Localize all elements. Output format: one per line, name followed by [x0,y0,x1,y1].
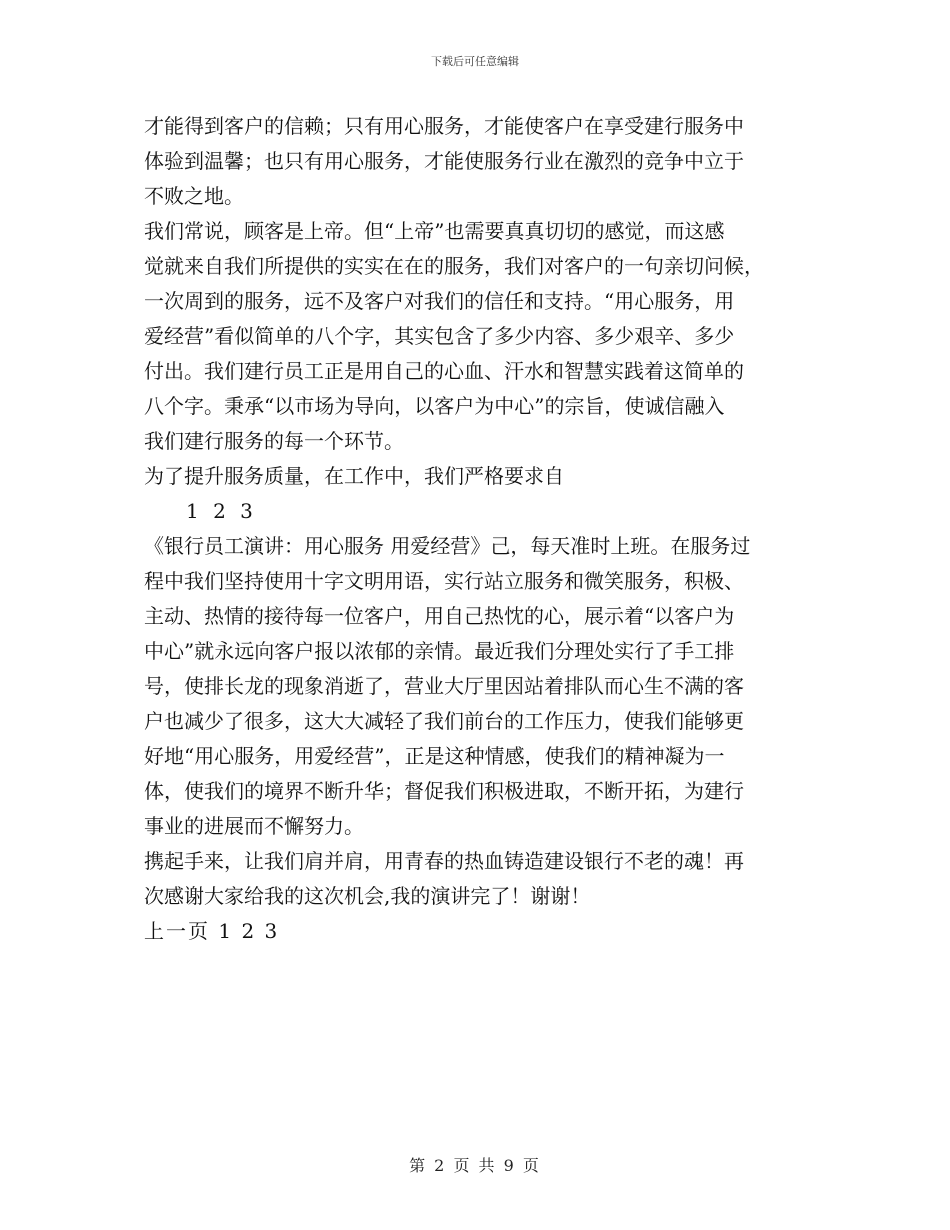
page-number-footer: 第 2 页 共 9 页 [409,1156,541,1175]
body-line: 才能得到客户的信赖；只有用心服务，才能使客户在享受建行服务中 [144,114,744,138]
body-line: 爱经营”看似简单的八个字，其实包含了多少内容、多少艰辛、多少 [144,324,735,348]
page-header-note: 下载后可任意编辑 [431,55,519,68]
document-body [144,109,824,949]
body-line: 号，使排长龙的现象消逝了，营业大厅里因站着排队而心生不满的客 [144,674,744,698]
body-line: 不败之地。 [144,184,244,208]
pagination-links[interactable]: 1 2 3 [186,499,257,523]
body-line: 我们建行服务的每一个环节。 [144,429,404,453]
body-line: 主动、热情的接待每一位客户，用自己热忱的心，展示着“以客户为 [144,604,735,628]
body-line: 付出。我们建行员工正是用自己的心血、汗水和智慧实践着这简单的 [144,359,744,383]
body-line: 一次周到的服务，远不及客户对我们的信任和支持。“用心服务，用 [144,289,735,313]
body-line: 体，使我们的境界不断升华；督促我们积极进取，不断开拓，为建行 [144,779,744,803]
body-line: 中心”就永远向客户报以浓郁的亲情。最近我们分理处实行了手工排 [144,639,735,663]
body-line: 好地“用心服务，用爱经营”，正是这种情感，使我们的精神凝为一 [144,744,725,768]
body-line: 体验到温馨；也只有用心服务，才能使服务行业在激烈的竞争中立于 [144,149,744,173]
body-line: 为了提升服务质量，在工作中，我们严格要求自 [144,464,564,488]
body-line: 八个字。秉承“以市场为导向，以客户为中心”的宗旨，使诚信融入 [144,394,725,418]
body-line: 程中我们坚持使用十字文明用语，实行站立服务和微笑服务，积极、 [144,569,744,593]
body-line: 《银行员工演讲：用心服务 用爱经营》己，每天准时上班。在服务过 [144,534,751,558]
body-line: 户也减少了很多，这大大减轻了我们前台的工作压力，使我们能够更 [144,709,744,733]
body-line: 我们常说，顾客是上帝。但“上帝”也需要真真切切的感觉，而这感 [144,219,725,243]
body-line: 觉就来自我们所提供的实实在在的服务，我们对客户的一句亲切问候， [144,254,764,278]
body-line: 次感谢大家给我的这次机会,我的演讲完了！谢谢！ [144,884,591,908]
previous-page-pagination[interactable]: 上一页 1 2 3 [144,919,280,943]
body-line: 事业的进展而不懈努力。 [144,814,364,838]
body-line: 携起手来，让我们肩并肩，用青春的热血铸造建设银行不老的魂！再 [144,849,744,873]
